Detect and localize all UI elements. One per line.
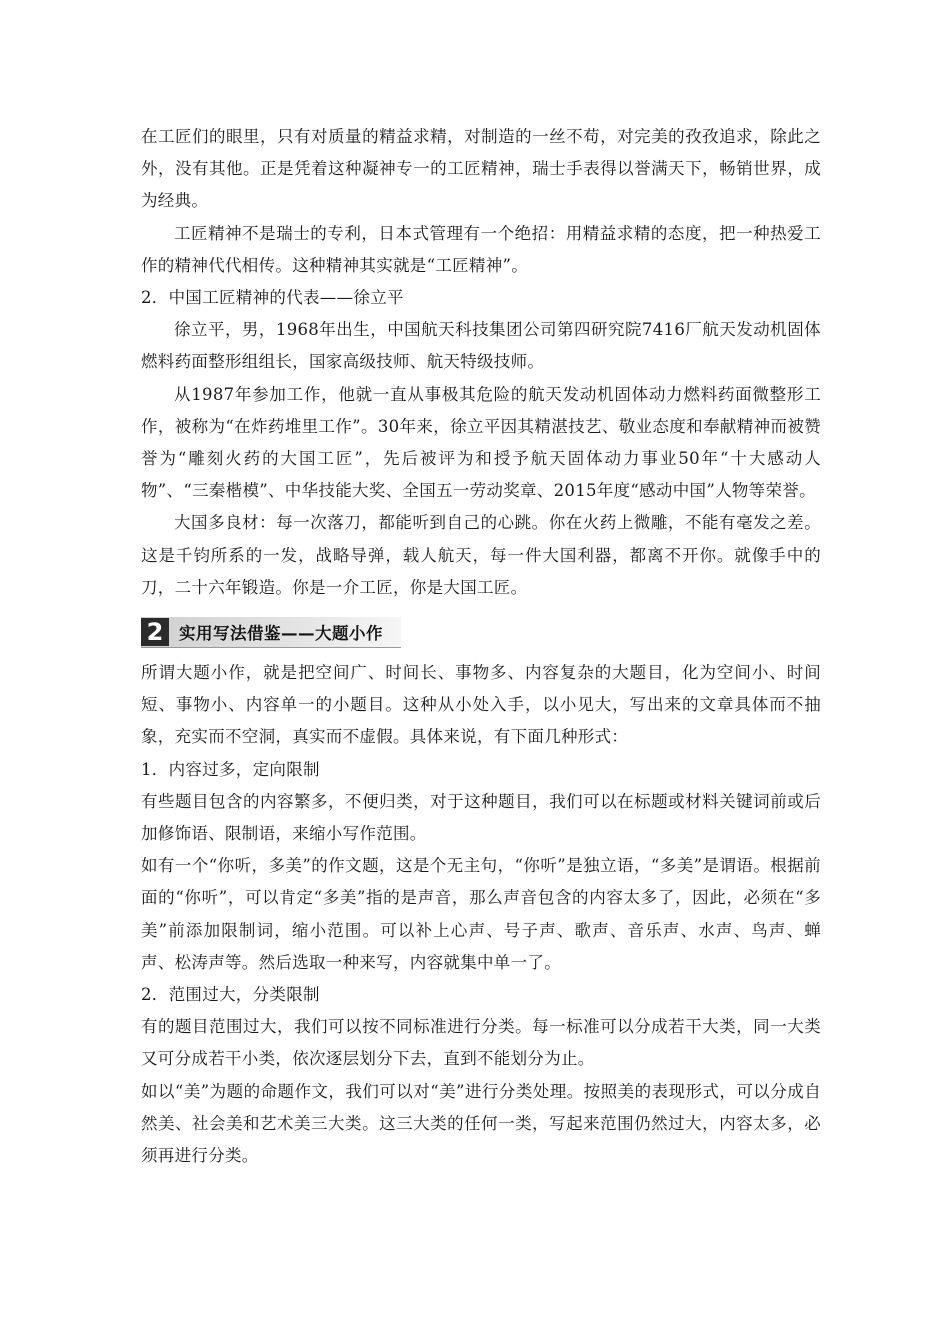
paragraph-scope-limit: 有的题目范围过大，我们可以按不同标准进行分类。每一标准可以分成若干大类，同一大类又可分成若干小类，依次逐层划分下去，直到不能划分为止。 <box>141 1017 821 1069</box>
paragraph-xu-bio: 徐立平，男，1968年出生，中国航天科技集团公司第四研究院7416厂航天发动机固体燃料药面整形组组长，国家高级技师、航天特级技师。 <box>141 320 821 372</box>
section-title: 实用写法借鉴——大题小作 <box>179 624 383 644</box>
paragraph-craftsman-eyes: 在工匠们的眼里，只有对质量的精益求精，对制造的一丝不苟，对完美的孜孜追求，除此之外，没有其他。正是凭着这种凝神专一的工匠精神，瑞士手表得以誉满天下，畅销世界，成为经典。 <box>141 127 821 211</box>
paragraph-xu-career: 从1987年参加工作，他就一直从事极其危险的航天发动机固体动力燃料药面微整形工作，被称为“在炸药堆里工作”。30年来，徐立平因其精湛技艺、敬业态度和奉献精神而被赞誉为“雕刻火药的大国工匠”，先后被评为和授予航天固体动力事业50年“十大感动人物”、“三秦楷模”、中华技能大奖、全国五一劳动奖章、2015年度“感动中国”人物等荣誉。 <box>141 384 821 501</box>
subheading-xu-liping: 2．中国工匠精神的代表——徐立平 <box>141 288 404 308</box>
paragraph-content-limit: 有些题目包含的内容繁多，不便归类，对于这种题目，我们可以在标题或材料关键词前或后加修饰语、限制语，来缩小写作范围。 <box>141 791 821 844</box>
document-page <box>141 121 821 1172</box>
subheading-scope-limit: 2．范围过大，分类限制 <box>141 985 320 1005</box>
section-header <box>141 617 401 648</box>
paragraph-example-beauty: 如以“美”为题的命题作文，我们可以对“美”进行分类处理。按照美的表现形式，可以分成自然美、社会美和艺术美三大类。这三大类的任何一类，写起来范围仍然过大，内容太多，必须再进行分类。 <box>141 1081 821 1166</box>
section-number-badge: 2 <box>141 618 169 646</box>
paragraph-great-nation: 大国多良材：每一次落刀，都能听到自己的心跳。你在火药上微雕，不能有毫发之差。这是千钧所系的一发，战略导弹，载人航天，每一件大国利器，都离不开你。就像手中的刀，二十六年锻造。你是一介工匠，你是大国工匠。 <box>141 513 821 597</box>
paragraph-intro: 所谓大题小作，就是把空间广、时间长、事物多、内容复杂的大题目，化为空间小、时间短、事物小、内容单一的小题目。这种从小处入手，以小见大，写出来的文章具体而不抽象，充实而不空洞，真实而不虚假。具体来说，有下面几种形式： <box>141 663 821 747</box>
paragraph-example-listen: 如有一个“你听，多美”的作文题，这是个无主句，“你听”是独立语，“多美”是谓语。根据前面的“你听”，可以肯定“多美”指的是声音，那么声音包含的内容太多了，因此，必须在“多美”前添加限制词，缩小范围。可以补上心声、号子声、歌声、音乐声、水声、鸟声、蝉声、松涛声等。然后选取一种来写，内容就集中单一了。 <box>141 856 821 972</box>
paragraph-japan-management: 工匠精神不是瑞士的专利，日本式管理有一个绝招：用精益求精的态度，把一种热爱工作的精神代代相传。这种精神其实就是“工匠精神”。 <box>141 223 821 275</box>
subheading-content-limit: 1．内容过多，定向限制 <box>141 759 320 779</box>
